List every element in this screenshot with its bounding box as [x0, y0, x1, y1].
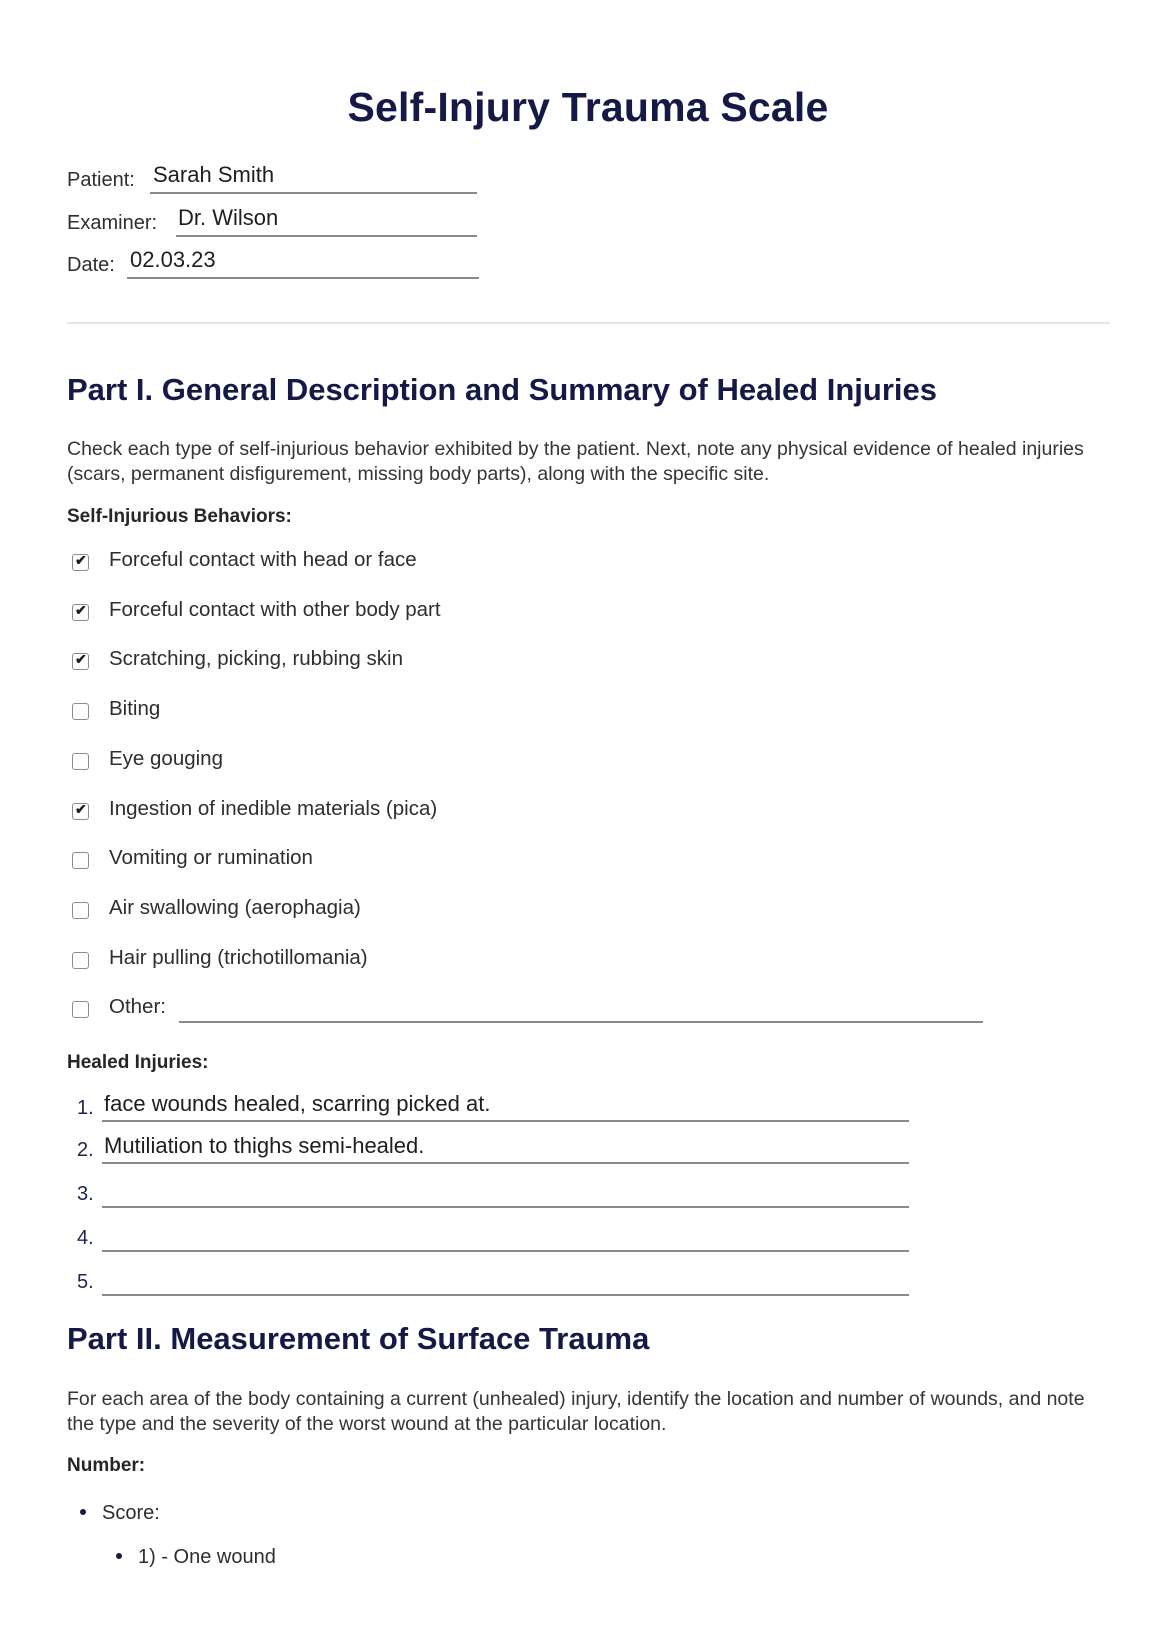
- checkbox-unchecked[interactable]: [72, 753, 89, 770]
- score-option: [116, 1546, 276, 1569]
- behavior-item[interactable]: [72, 946, 992, 976]
- examiner-input-line[interactable]: [176, 235, 477, 237]
- behavior-item[interactable]: [72, 995, 992, 1025]
- healed-injury-number: 2.: [77, 1139, 94, 1161]
- checkbox-checked[interactable]: [72, 800, 89, 820]
- score-item: [80, 1502, 160, 1525]
- part1-heading: Part I. General Description and Summary of Healed Injuries: [67, 372, 937, 407]
- patient-label: Patient:: [67, 169, 135, 191]
- date-label: Date:: [67, 254, 115, 276]
- date-value[interactable]: 02.03.23: [130, 247, 216, 272]
- behaviors-heading: Self-Injurious Behaviors:: [67, 506, 292, 527]
- behavior-item[interactable]: [72, 697, 992, 727]
- bullet-icon: [116, 1553, 122, 1559]
- checkbox-checked[interactable]: [72, 554, 89, 571]
- behavior-item[interactable]: [72, 548, 992, 578]
- patient-field: [67, 160, 487, 194]
- checkbox-checked[interactable]: [72, 601, 89, 621]
- healed-injury-value[interactable]: face wounds healed, scarring picked at.: [104, 1091, 491, 1116]
- examiner-label: Examiner:: [67, 212, 158, 234]
- healed-injury-item: [77, 1172, 909, 1208]
- other-input-line[interactable]: [179, 1021, 983, 1023]
- bullet-icon: [80, 1509, 86, 1515]
- behavior-item[interactable]: [72, 647, 992, 677]
- behavior-label: Forceful contact with other body part: [109, 597, 441, 621]
- behavior-label: Eye gouging: [109, 746, 223, 770]
- healed-injury-input-line[interactable]: [102, 1250, 909, 1252]
- checkbox-unchecked[interactable]: [72, 902, 89, 919]
- healed-injury-number: 4.: [77, 1227, 94, 1249]
- part1-instructions: Check each type of self-injurious behavior exhibited by the patient. Next, note any physical evidence of healed injuries (scars, permanent disfigurement, missing body parts), along with the specific site.: [67, 438, 1084, 485]
- behavior-label: Ingestion of inedible materials (pica): [109, 796, 438, 820]
- number-heading: Number:: [67, 1455, 146, 1476]
- behavior-label: Vomiting or rumination: [109, 846, 313, 870]
- healed-injuries-heading: Healed Injuries:: [67, 1052, 209, 1073]
- behavior-label: Forceful contact with head or face: [109, 548, 417, 571]
- score-label: Score:: [102, 1502, 160, 1524]
- patient-value[interactable]: Sarah Smith: [153, 162, 275, 187]
- behavior-item[interactable]: [72, 598, 992, 628]
- part2-instructions: For each area of the body containing a current (unhealed) injury, identify the location and number of wounds, and note the type and the severity of the worst wound at the particular location.: [67, 1388, 1085, 1435]
- healed-injury-item: [77, 1128, 909, 1164]
- checkbox-unchecked[interactable]: [72, 952, 89, 969]
- score-option-label: 1) - One wound: [138, 1546, 276, 1568]
- checkbox-checked[interactable]: [72, 653, 89, 670]
- date-field: [67, 245, 487, 279]
- healed-injury-item: [77, 1260, 909, 1296]
- page-title: Self-Injury Trauma Scale: [347, 84, 829, 130]
- healed-injury-value[interactable]: Mutiliation to thighs semi-healed.: [104, 1133, 425, 1158]
- checkmark-icon: ✔: [75, 601, 87, 618]
- behavior-label: Other:: [109, 995, 166, 1019]
- part2-heading: Part II. Measurement of Surface Trauma: [67, 1321, 650, 1356]
- behavior-label: Scratching, picking, rubbing skin: [109, 647, 403, 671]
- behavior-item[interactable]: [72, 747, 992, 777]
- healed-injury-input-line[interactable]: [102, 1120, 909, 1122]
- behavior-item[interactable]: [72, 797, 992, 827]
- checkmark-icon: ✔: [75, 800, 87, 817]
- healed-injury-item: [77, 1086, 909, 1122]
- healed-injury-input-line[interactable]: [102, 1206, 909, 1208]
- patient-input-line[interactable]: [150, 192, 477, 194]
- behavior-item[interactable]: [72, 896, 992, 926]
- checkmark-icon: ✔: [75, 552, 87, 568]
- healed-injury-input-line[interactable]: [102, 1294, 909, 1296]
- healed-injury-input-line[interactable]: [102, 1162, 909, 1164]
- examiner-field: [67, 203, 487, 237]
- checkbox-unchecked[interactable]: [72, 852, 89, 869]
- behavior-label: Biting: [109, 697, 161, 721]
- examiner-value[interactable]: Dr. Wilson: [178, 205, 279, 230]
- checkmark-icon: ✔: [75, 651, 87, 668]
- healed-injury-number: 3.: [77, 1183, 94, 1205]
- healed-injury-item: [77, 1216, 909, 1252]
- checkbox-unchecked[interactable]: [72, 1001, 89, 1018]
- behavior-label: Air swallowing (aerophagia): [109, 895, 361, 919]
- section-divider: [67, 322, 1110, 324]
- behavior-label: Hair pulling (trichotillomania): [109, 945, 368, 969]
- checkbox-unchecked[interactable]: [72, 703, 89, 720]
- date-input-line[interactable]: [127, 277, 479, 279]
- behavior-item[interactable]: [72, 846, 992, 876]
- healed-injury-number: 1.: [77, 1097, 94, 1119]
- healed-injury-number: 5.: [77, 1271, 94, 1293]
